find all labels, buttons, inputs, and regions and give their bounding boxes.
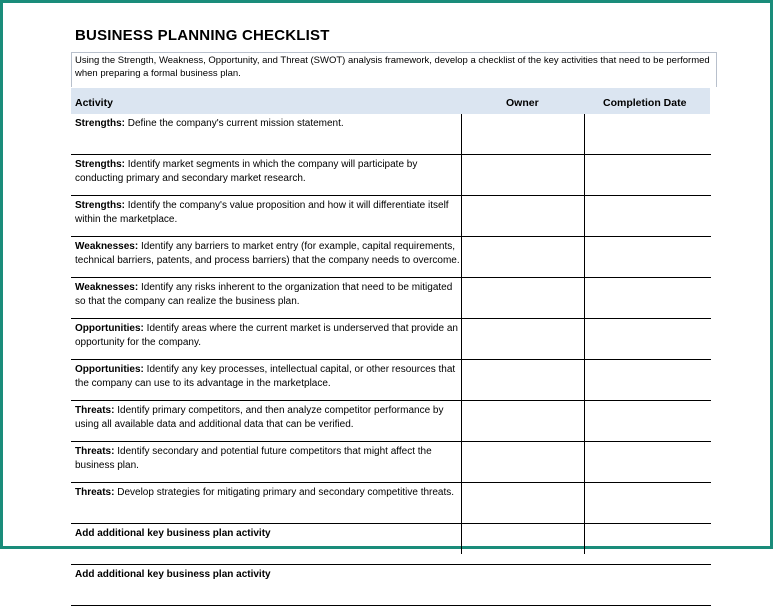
activity-cell[interactable]: Threats: Develop strategies for mitigating primary and secondary competitive threats.: [75, 487, 455, 498]
checklist-table: [71, 114, 711, 606]
header-completion-date: Completion Date: [603, 97, 687, 109]
activity-cell[interactable]: Threats: Identify secondary and potential future competitors that might affect the business plan.: [75, 446, 432, 471]
table-row: [71, 114, 711, 155]
table-row: [71, 196, 711, 237]
activity-cell[interactable]: Add additional key business plan activity: [75, 569, 271, 580]
activity-cell[interactable]: Weaknesses: Identify any barriers to market entry (for example, capital requirements, technical barriers, patents, and process barriers) that the company needs to overcome.: [75, 241, 460, 266]
table-row: [71, 155, 711, 196]
table-row: [71, 442, 711, 483]
table-row: [71, 401, 711, 442]
activity-cell[interactable]: Threats: Identify primary competitors, and then analyze competitor performance by using all available data and additional data that can be verified.: [75, 405, 444, 430]
intro-text: Using the Strength, Weakness, Opportunity, and Threat (SWOT) analysis framework, develop a checklist of the key activities that need to be performed when preparing a formal business plan.: [75, 55, 710, 79]
table-row: [71, 360, 711, 401]
activity-cell[interactable]: Opportunities: Identify areas where the current market is underserved that provide an opportunity for the company.: [75, 323, 458, 348]
page-title: BUSINESS PLANNING CHECKLIST: [75, 27, 330, 44]
table-row: [71, 565, 711, 606]
table-row: [71, 278, 711, 319]
activity-cell[interactable]: Strengths: Identify the company's value proposition and how it will differentiate itself within the marketplace.: [75, 200, 449, 225]
table-row: [71, 483, 711, 524]
activity-cell[interactable]: Strengths: Identify market segments in which the company will participate by conducting primary and secondary market research.: [75, 159, 418, 184]
header-owner: Owner: [506, 97, 539, 109]
table-row: [71, 319, 711, 360]
activity-cell[interactable]: Weaknesses: Identify any risks inherent to the organization that need to be mitigated so that the company can realize the business plan.: [75, 282, 453, 307]
header-activity: Activity: [75, 97, 113, 109]
table-row: [71, 237, 711, 278]
activity-cell[interactable]: Opportunities: Identify any key processes, intellectual capital, or other resources that the company can use to its advantage in the marketplace.: [75, 364, 456, 389]
activity-cell[interactable]: Strengths: Define the company's current mission statement.: [75, 118, 344, 129]
table-row: [71, 524, 711, 565]
activity-cell[interactable]: Add additional key business plan activity: [75, 528, 271, 539]
